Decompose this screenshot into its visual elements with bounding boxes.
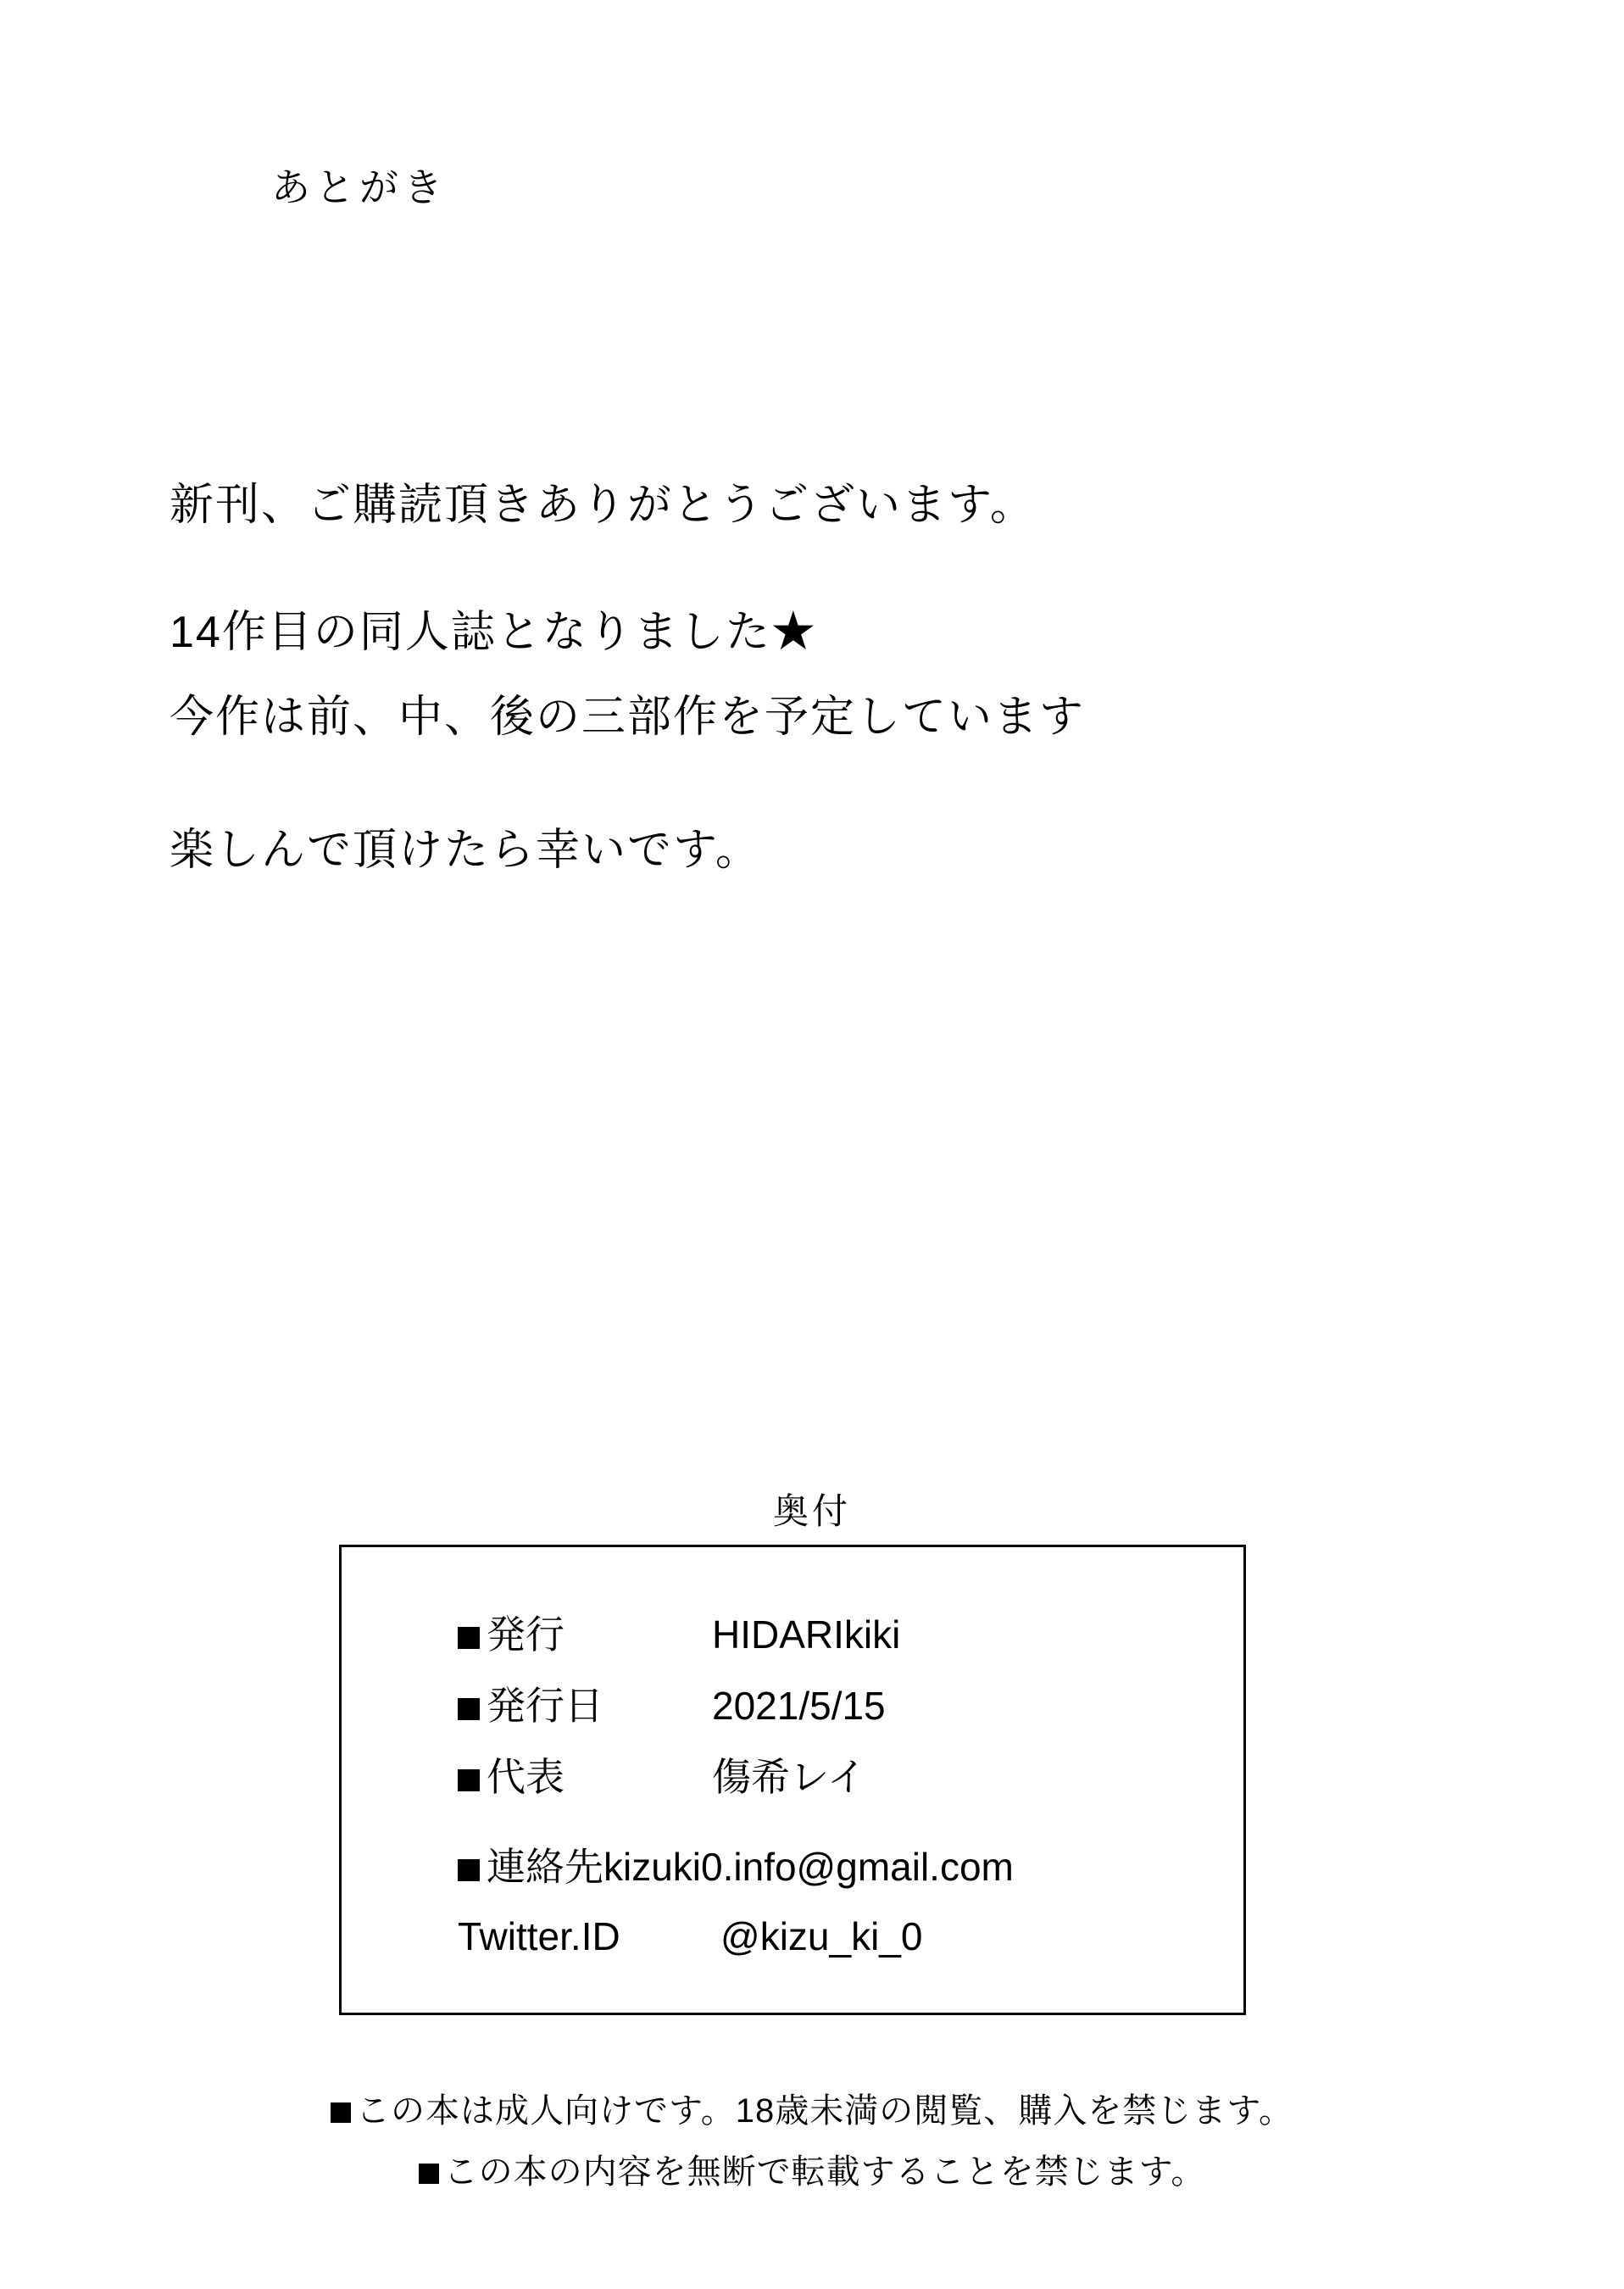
twitter-label: Twitter.ID — [458, 1914, 620, 1958]
afterword-paragraph-3: 今作は前、中、後の三部作を予定しています — [170, 693, 1086, 742]
colophon-contact-row — [458, 1845, 1221, 1889]
colophon-value: HIDARIkiki — [712, 1612, 901, 1657]
bullet-square-icon — [458, 1859, 480, 1881]
colophon-value: 傷希レイ — [712, 1755, 866, 1799]
bullet-square-icon — [458, 1698, 480, 1720]
colophon-contact-email: 連絡先kizuki0.info@gmail.com — [487, 1845, 1014, 1889]
colophon-row-date — [458, 1684, 1221, 1728]
notice-no-reproduction — [0, 2155, 1624, 2189]
colophon-content — [458, 1612, 1221, 1958]
afterword-paragraph-4: 楽しんで頂けたら幸いです。 — [170, 826, 761, 875]
notice-text: この本の内容を無断で転載することを禁じます。 — [443, 2153, 1206, 2191]
colophon-row-publisher — [458, 1612, 1221, 1657]
afterword-heading: あとがき — [271, 165, 448, 209]
colophon-key — [458, 1612, 712, 1657]
bullet-square-icon — [458, 1769, 480, 1791]
twitter-handle: @kizu_ki_0 — [720, 1914, 923, 1958]
colophon-key-label: 発行日 — [487, 1684, 603, 1728]
bullet-square-icon — [458, 1627, 480, 1649]
colophon-key-label: 代表 — [487, 1755, 565, 1799]
colophon-key — [458, 1684, 712, 1728]
bullet-square-icon — [331, 2102, 351, 2123]
bullet-square-icon — [419, 2164, 439, 2184]
colophon-value: 2021/5/15 — [712, 1684, 886, 1728]
colophon-key-label: 発行 — [487, 1612, 565, 1657]
colophon-twitter-row — [458, 1914, 1221, 1958]
colophon-key — [458, 1755, 712, 1799]
afterword-paragraph-1: 新刊、ご購読頂きありがとうございます。 — [170, 481, 1036, 530]
afterword-paragraph-2: 14作目の同人誌となりました★ — [170, 608, 817, 657]
notice-adult-only — [0, 2094, 1624, 2128]
notice-text: この本は成人向けです。18歳未満の閲覧、購入を禁じます。 — [355, 2092, 1294, 2130]
afterword-body — [170, 481, 1441, 875]
colophon-row-representative — [458, 1755, 1221, 1799]
colophon-label: 奥付 — [772, 1491, 851, 1531]
footer-notices — [0, 2094, 1624, 2216]
